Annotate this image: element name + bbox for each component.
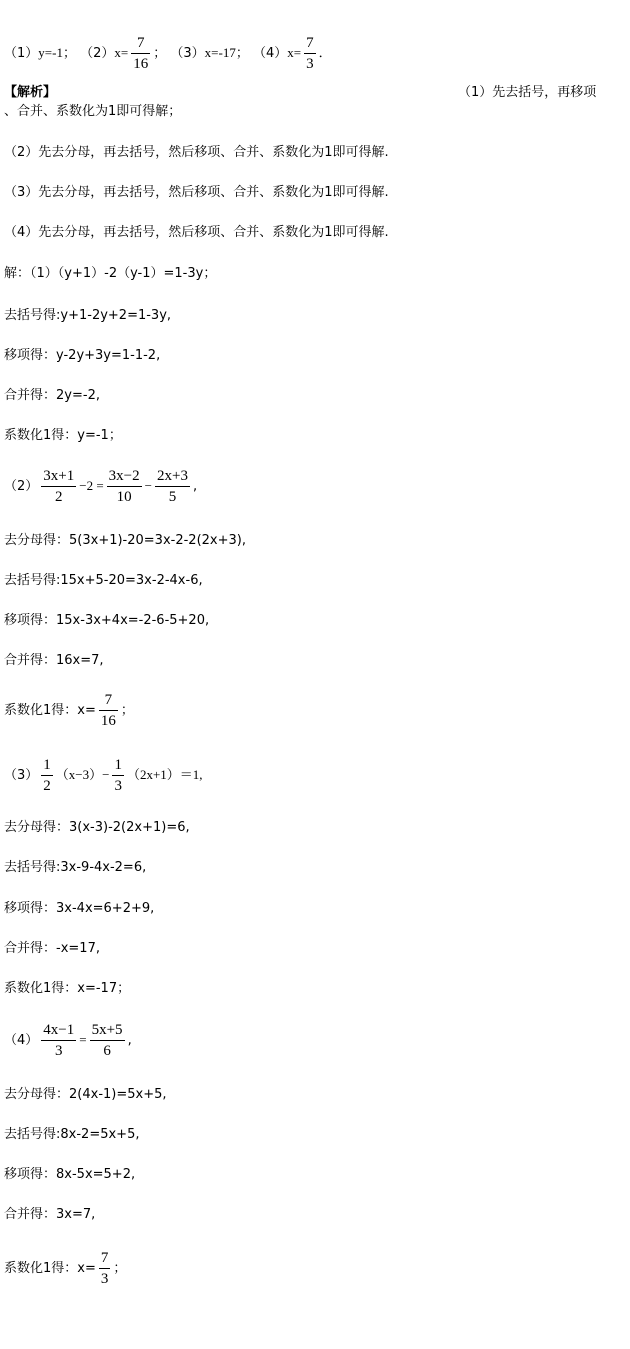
solution-2-step-3: 移项得：15x-3x+4x=-2-6-5+20,: [4, 613, 210, 628]
fraction: $\frac{7}{16}$: [100, 692, 116, 729]
solution-1-step-2: 移项得：y-2y+3y=1-1-2,: [4, 348, 161, 363]
solution-1-step-4: 系数化1得：y=-1；: [4, 428, 122, 443]
answer-4-fraction: $\frac{7}{3}$: [306, 35, 314, 72]
fraction: $\frac{7}{3}$: [100, 1250, 109, 1287]
solution-4-step-4: 合并得：3x=7,: [4, 1207, 96, 1222]
solution-2-final: 系数化1得：x= $\frac{7}{16}$ ；: [4, 692, 134, 729]
analysis-step-4: （4）先去分母，再去括号，然后移项、合并、系数化为1即可得解.: [4, 225, 389, 240]
solution-2-equation: （2） $\frac{3x+1}{2}$ −2 = $\frac{3x-2}{10}$ − $\frac{2x+3}{5}$ ,: [4, 468, 198, 505]
solution-1-step-3: 合并得：2y=-2,: [4, 388, 100, 403]
answer-2-pre: x=: [114, 45, 129, 60]
solution-3-step-5: 系数化1得：x=-17；: [4, 981, 131, 996]
fraction: $\frac{5x+5}{6}$: [91, 1022, 123, 1059]
solution-2-step-2: 去括号得:15x+5-20=3x-2-4x-6,: [4, 573, 203, 588]
solution-4-equation: （4） $\frac{4x-1}{3}$ = $\frac{5x+5}{6}$ ,: [4, 1022, 132, 1059]
answer-1: y=-1；: [38, 45, 76, 60]
answer-label-4: （4）: [252, 46, 288, 61]
answer-label-3: （3）: [170, 46, 205, 61]
solution-1-step-1: 去括号得:y+1-2y+2=1-3y,: [4, 308, 172, 323]
solution-3-step-4: 合并得：-x=17,: [4, 941, 100, 956]
fraction: $\frac{3x-2}{10}$: [108, 468, 140, 505]
solution-3-step-3: 移项得：3x-4x=6+2+9,: [4, 901, 155, 916]
analysis-step-3: （3）先去分母，再去括号，然后移项、合并、系数化为1即可得解.: [4, 185, 389, 200]
solution-3-equation: （3） $\frac{1}{2}$ （x−3）− $\frac{1}{3}$ （2x+1）＝1,: [4, 757, 203, 794]
solution-4-step-3: 移项得：8x-5x=5+2,: [4, 1167, 136, 1182]
answer-2-fraction: $\frac{7}{16}$: [133, 35, 149, 72]
analysis-right-text: （1）先去括号，再移项: [458, 85, 597, 100]
answer-line: （1）y=-1； （2）x= $\frac{7}{16}$ ； （3）x=-17； （4）x= $\frac{7}{3}$ ．: [4, 35, 332, 72]
solution-4-step-1: 去分母得：2(4x-1)=5x+5,: [4, 1087, 167, 1102]
solution-4-final: 系数化1得：x= $\frac{7}{3}$ ；: [4, 1250, 127, 1287]
solution-3-step-1: 去分母得：3(x-3)-2(2x+1)=6,: [4, 820, 190, 835]
solution-2-step-4: 合并得：16x=7,: [4, 653, 104, 668]
solution-intro: 解：（1）（y+1）-2（y-1）=1-3y；: [4, 266, 217, 281]
solution-4-step-2: 去括号得:8x-2=5x+5,: [4, 1127, 140, 1142]
answer-label-2: （2）: [80, 46, 115, 61]
fraction: $\frac{2x+3}{5}$: [156, 468, 188, 505]
fraction: $\frac{1}{3}$: [114, 757, 122, 794]
solution-2-step-1: 去分母得：5(3x+1)-20=3x-2-2(2x+3),: [4, 533, 246, 548]
fraction: $\frac{1}{2}$: [43, 757, 51, 794]
answer-3: x=-17；: [204, 45, 249, 60]
fraction: $\frac{4x-1}{3}$: [43, 1022, 75, 1059]
answer-4-pre: x=: [287, 45, 302, 60]
analysis-continuation: 、合并、系数化为1即可得解；: [4, 104, 182, 119]
fraction: $\frac{3x+1}{2}$: [43, 468, 75, 505]
analysis-title: 【解析】: [4, 85, 57, 100]
analysis-step-2: （2）先去分母，再去括号，然后移项、合并、系数化为1即可得解.: [4, 145, 389, 160]
answer-label-1: （1）: [4, 46, 39, 61]
solution-3-step-2: 去括号得:3x-9-4x-2=6,: [4, 860, 147, 875]
